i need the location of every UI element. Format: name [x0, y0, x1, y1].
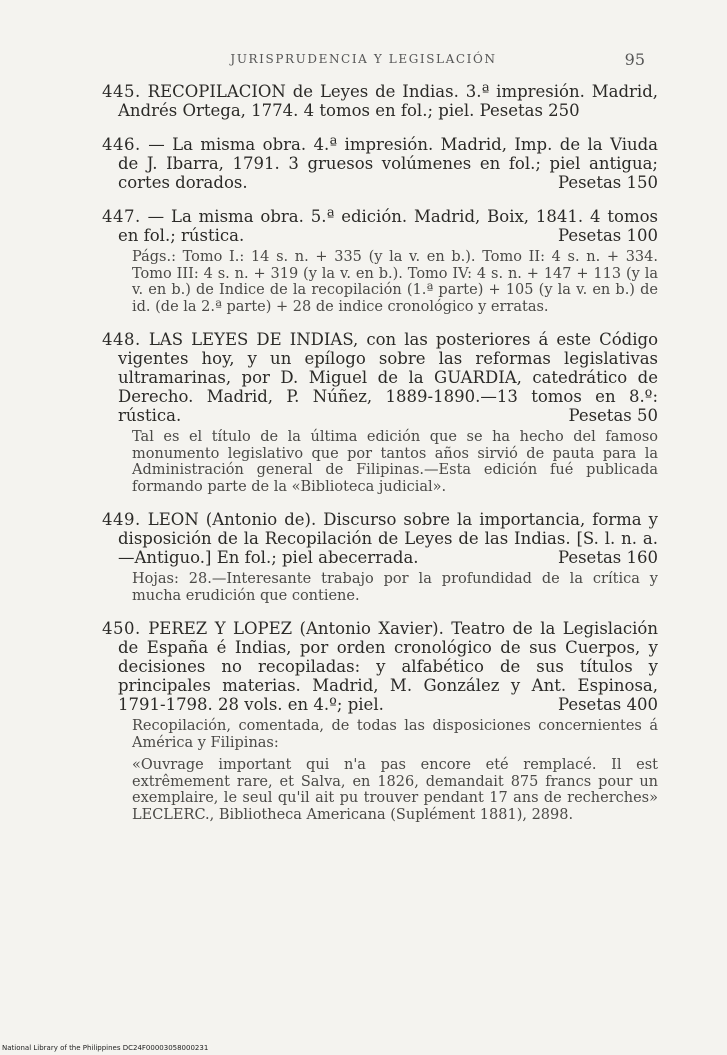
entry-note: Hojas: 28.—Interesante trabajo por la profundidad de la crítica y mucha erudición que contiene. [132, 571, 658, 604]
entry-price: Pesetas 150 [557, 173, 658, 192]
page-number: 95 [624, 50, 645, 69]
catalog-entry [102, 330, 658, 495]
entry-price: Pesetas 160 [557, 548, 658, 567]
catalog-entry [102, 207, 658, 315]
page-header [0, 52, 727, 76]
catalog-entry [102, 510, 658, 604]
entry-note: Recopilación, comentada, de todas las disposiciones concernientes á América y Filipinas: [132, 718, 658, 751]
entry-note: Tal es el título de la última edición que se ha hecho del famoso monumento legislativo que por tantos años sirvió de pauta para la Administración general de Filipinas.—Esta edición fué publicada formando parte de la «Biblioteca judicial». [132, 429, 658, 495]
entry-text: LAS LEYES DE INDIAS, con las posteriores á este Código vigentes hoy, y un epílogo sobre las reformas legislativas ultramarinas, por D. Miguel de la GUARDIA, catedrático de Derecho. Madrid, P. Núñez, 1889-1890.—13 tomos en 8.º: rústica. [118, 330, 659, 425]
entry-text: — La misma obra. 5.ª edición. Madrid, Boix, 1841. 4 tomos en fol.; rústica. [118, 207, 658, 245]
catalog-entry [102, 135, 658, 192]
entry-number: 446. [102, 135, 141, 154]
entry-number: 450. [102, 619, 141, 638]
catalog-entries [102, 82, 658, 838]
entry-note: «Ouvrage important qui n'a pas encore eté remplacé. Il est extrêmement rare, et Salva, en 1826, demandait 875 francs pour un exemplaire, le seul qu'il ait pu trouver pendant 17 ans de recherches» LECLERC., Bibliotheca Americana (Suplément 1881), 2898. [132, 757, 658, 823]
entry-number: 449. [102, 510, 141, 529]
entry-note: Págs.: Tomo I.: 14 s. n. + 335 (y la v. en b.). Tomo II: 4 s. n. + 334. Tomo III: 4 s. n. + 319 (y la v. en b.). Tomo IV: 4 s. n. + 147 + 113 (y la v. en b.) de Indice de la recopilación (1.ª parte) + 105 (y la v. en b.) de id. (de la 2.ª parte) + 28 de indice cronológico y erratas. [132, 249, 658, 315]
scan-source-label: National Library of the Philippines DC24F00003058000231 [2, 1044, 209, 1052]
entry-text: PEREZ Y LOPEZ (Antonio Xavier). Teatro de la Legislación de España é Indias, por orden cronológico de sus Cuerpos, y decisiones no recopiladas: y alfabético de sus títulos y principales materias. Madrid, M. González y Ant. Espinosa, 1791-1798. 28 vols. en 4.º; piel. [118, 619, 658, 714]
entry-price: Pesetas 100 [557, 226, 658, 245]
entry-number: 448. [102, 330, 141, 349]
running-title: JURISPRUDENCIA Y LEGISLACIÓN [230, 52, 497, 66]
entry-price: Pesetas 50 [568, 406, 658, 425]
entry-text: RECOPILACION de Leyes de Indias. 3.ª impresión. Madrid, Andrés Ortega, 1774. 4 tomos en fol.; piel. Pesetas 250 [118, 82, 659, 120]
entry-price: Pesetas 400 [557, 695, 658, 714]
catalog-entry [102, 82, 658, 120]
catalog-entry [102, 619, 658, 823]
entry-text: LEON (Antonio de). Discurso sobre la importancia, forma y disposición de la Recopilación de Leyes de las Indias. [S. l. n. a.—Antiguo.] En fol.; piel abecerrada. [118, 510, 658, 567]
entry-number: 447. [102, 207, 141, 226]
entry-number: 445. [102, 82, 141, 101]
entry-text: — La misma obra. 4.ª impresión. Madrid, Imp. de la Viuda de J. Ibarra, 1791. 3 gruesos volúmenes en fol.; piel antigua; cortes dorados. [118, 135, 658, 192]
